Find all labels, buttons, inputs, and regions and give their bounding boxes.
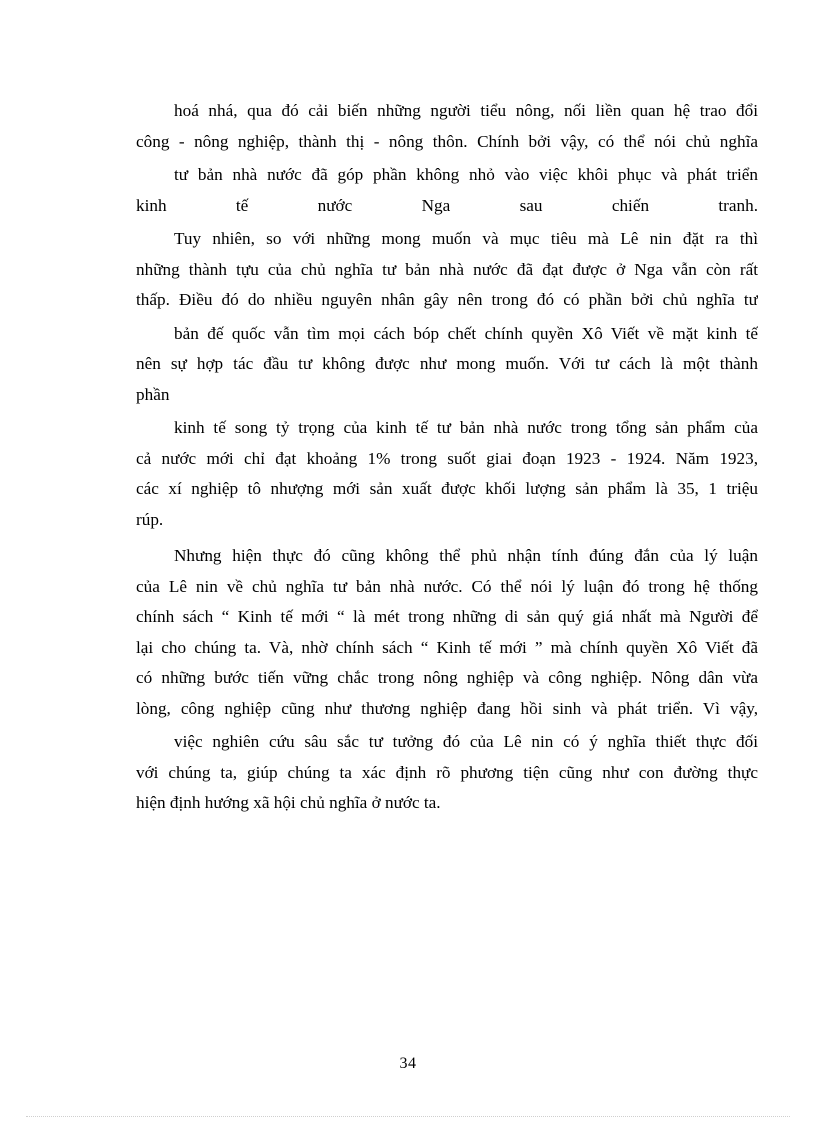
text-line: rúp. [136, 509, 164, 529]
text-line: hoá nhá, qua đó cải biến những người tiểu nông, nối liền quan hệ trao đổi [174, 101, 758, 120]
text-line: việc nghiên cứu sâu sắc tư tưởng đó của Lê nin có ý nghĩa thiết thực đối [174, 732, 758, 751]
text-line: với chúng ta, giúp chúng ta xác định rõ phương tiện cũng như con đường thực [136, 762, 758, 782]
text-line: phần [136, 384, 170, 404]
text-line: hiện định hướng xã hội chủ nghĩa ở nước ta. [136, 793, 441, 812]
text-line: tư bản nhà nước đã góp phần không nhỏ vào việc khôi phục và phát triển [174, 165, 758, 184]
text-line: bản đế quốc vẫn tìm mọi cách bóp chết chính quyền Xô Viết về mặt kinh tế [174, 323, 758, 343]
page-number: 34 [399, 1055, 417, 1072]
text-line: kinh tế nước Nga sau chiến tranh. [136, 195, 758, 215]
text-line: công - nông nghiệp, thành thị - nông thôn. Chính bởi vậy, có thể nói chủ nghĩa [136, 131, 758, 151]
text-line: của Lê nin về chủ nghĩa tư bản nhà nước. Có thể nói lý luận đó trong hệ thống [136, 576, 758, 596]
text-line: cả nước mới chỉ đạt khoảng 1% trong suốt giai đoạn 1923 - 1924. Năm 1923, [136, 448, 758, 468]
text-line: chính sách “ Kinh tế mới “ là mét trong những di sản quý giá nhất mà Người để [136, 607, 758, 626]
text-line: kinh tế song tỷ trọng của kinh tế tư bản nhà nước trong tổng sản phẩm của [174, 418, 758, 437]
text-line: có những bước tiến vững chắc trong nông nghiệp và công nghiệp. Nông dân vừa [136, 668, 758, 687]
text-line: thấp. Điều đó do nhiều nguyên nhân gây nên trong đó có phần bởi chủ nghĩa tư [136, 290, 758, 309]
text-line: nên sự hợp tác đầu tư không được như mong muốn. Với tư cách là một thành [136, 354, 758, 373]
text-line: Tuy nhiên, so với những mong muốn và mục tiêu mà Lê nin đặt ra thì [174, 229, 758, 248]
text-line: các xí nghiệp tô nhượng mới sản xuất được khối lượng sản phẩm là 35, 1 triệu [136, 479, 758, 498]
footer-divider [26, 1116, 790, 1117]
text-line: lòng, công nghiệp cũng như thương nghiệp đang hồi sinh và phát triển. Vì vậy, [136, 698, 758, 718]
text-line: lại cho chúng ta. Và, nhờ chính sách “ Kinh tế mới ” mà chính quyền Xô Viết đã [136, 637, 758, 657]
text-line: Nhưng hiện thực đó cũng không thể phủ nhận tính đúng đắn của lý luận [174, 546, 758, 565]
body-text [136, 96, 758, 819]
text-line: những thành tựu của chủ nghĩa tư bản nhà nước đã đạt được ở Nga vẫn còn rất [136, 259, 758, 279]
